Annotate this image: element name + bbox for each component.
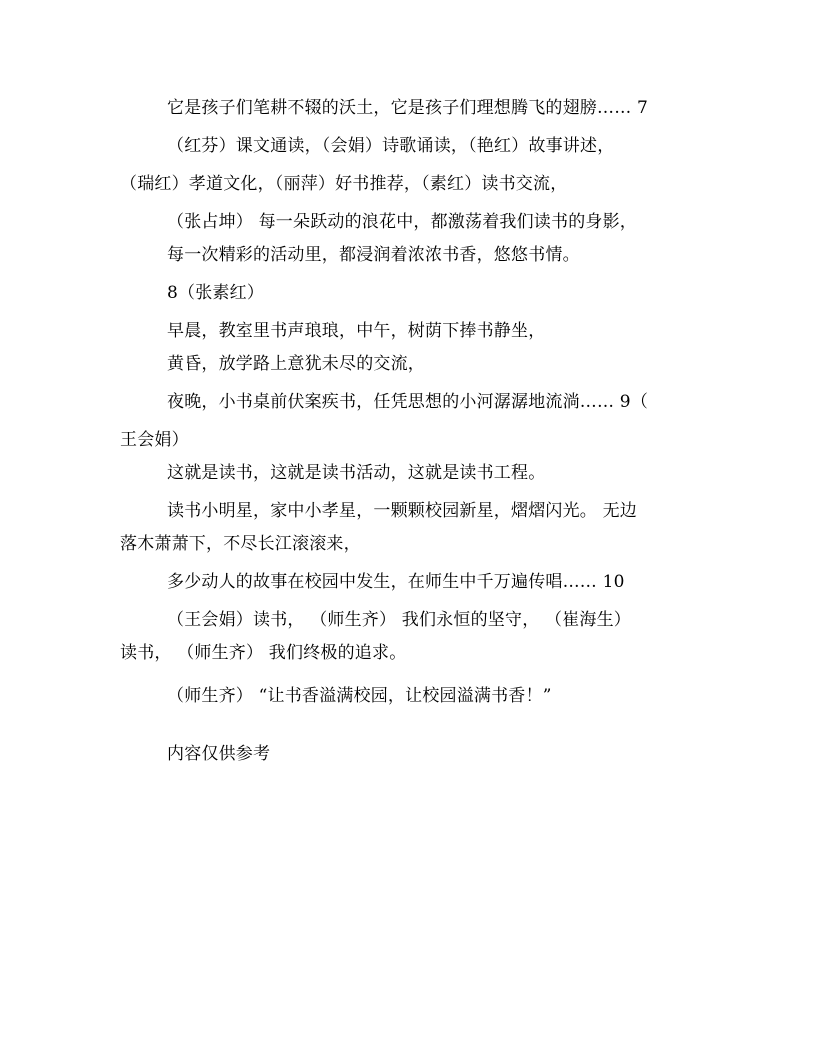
footer-note: 内容仅供参考 [167, 744, 271, 764]
text-line-7: 早晨，教室里书声琅琅，中午，树荫下捧书静坐， [167, 321, 546, 341]
text-line-14: 多少动人的故事在校园中发生，在师生中千万遍传唱…… 10 [167, 572, 625, 592]
text-line-17: （师生齐） “让书香溢满校园，让校园溢满书香！” [167, 686, 552, 706]
text-line-15: （王会娟）读书， （师生齐） 我们永恒的坚守， （崔海生） [167, 610, 632, 630]
text-line-9: 夜晚，小书桌前伏案疾书，任凭思想的小河潺潺地流淌…… 9（ [167, 392, 649, 412]
text-line-5: 每一次精彩的活动里，都浸润着浓浓书香，悠悠书情。 [167, 245, 580, 265]
text-line-16: 读书， （师生齐） 我们终极的追求。 [120, 643, 407, 663]
text-line-3: （瑞红）孝道文化，（丽萍）好书推荐，（素红）读书交流， [120, 174, 568, 194]
text-line-1: 它是孩子们笔耕不辍的沃土，它是孩子们理想腾飞的翅膀…… 7 [167, 98, 649, 118]
text-line-11: 这就是读书，这就是读书活动，这就是读书工程。 [167, 463, 546, 483]
text-line-4: （张占坤） 每一朵跃动的浪花中，都激荡着我们读书的身影， [167, 212, 638, 232]
text-line-12: 读书小明星，家中小孝星，一颗颗校园新星，熠熠闪光。 无边 [167, 501, 638, 521]
text-line-8: 黄昏，放学路上意犹未尽的交流， [167, 354, 425, 374]
text-line-13: 落木萧萧下，不尽长江滚滚来， [120, 534, 361, 554]
text-line-10: 王会娟） [120, 430, 189, 450]
text-line-2: （红芬）课文通读，（会娟）诗歌诵读，（艳红）故事讲述， [167, 136, 615, 156]
text-line-6: 8（张素红） [167, 283, 265, 303]
